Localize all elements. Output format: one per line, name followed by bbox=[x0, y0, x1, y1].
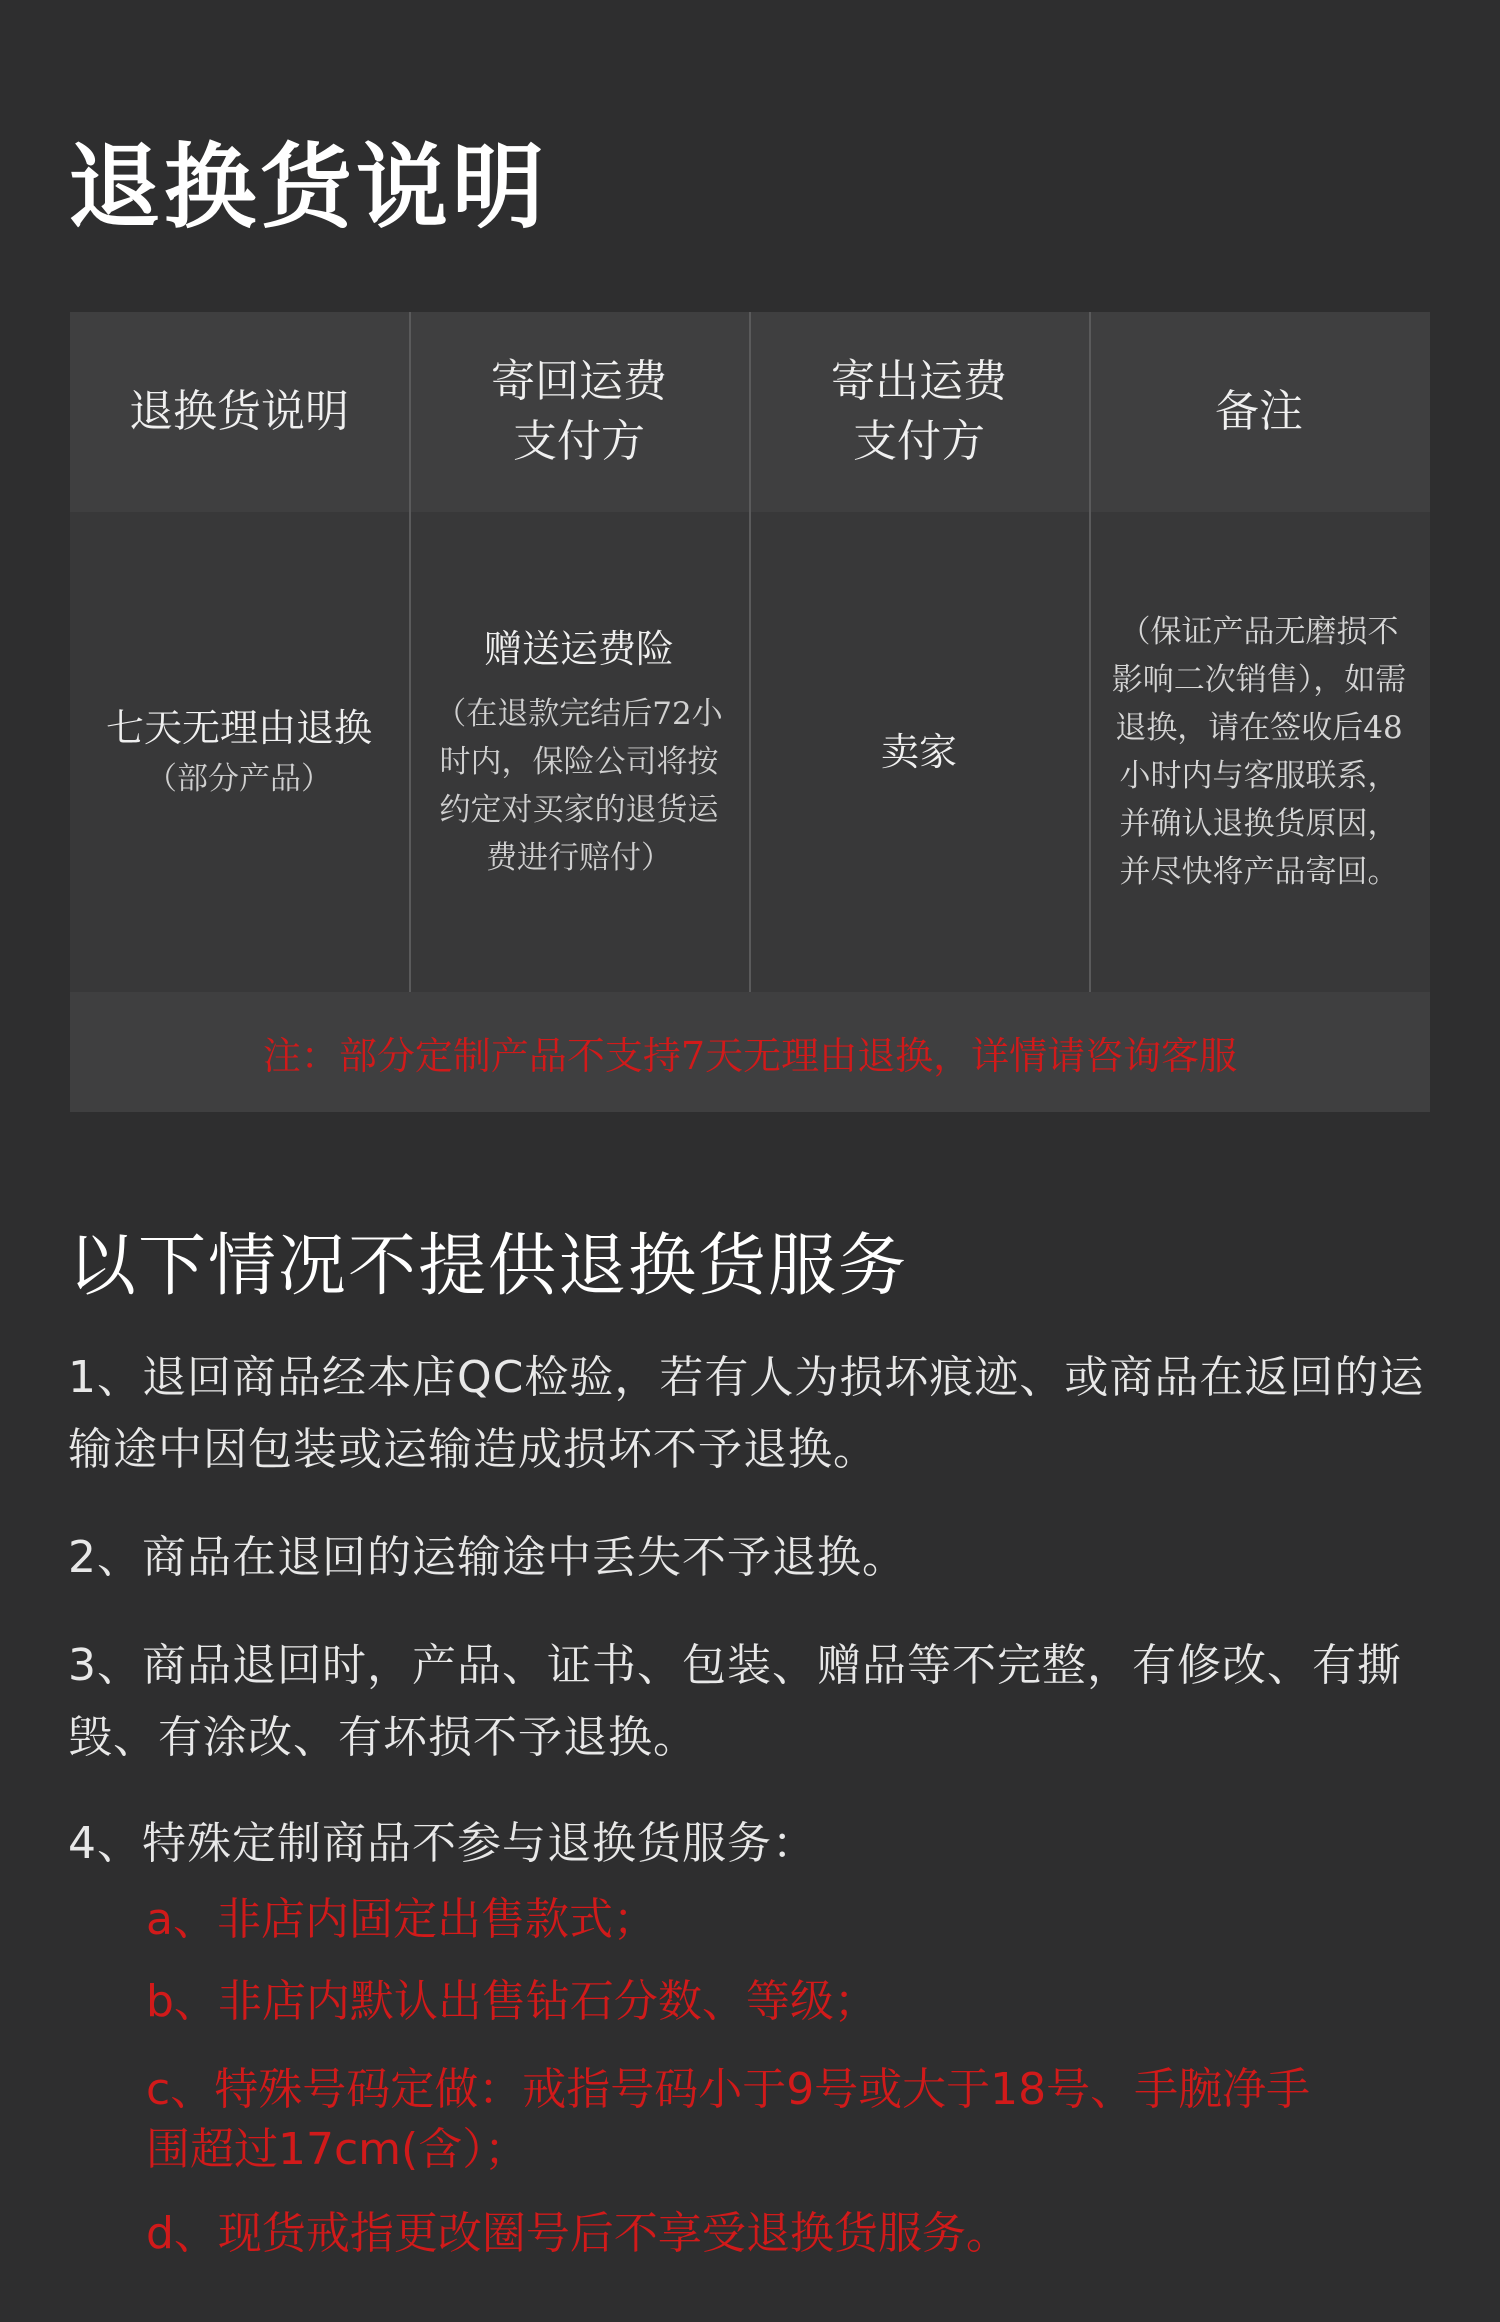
list-item: 1、退回商品经本店QC检验，若有人为损坏痕迹、或商品在返回的运输途中因包装或运输造成损坏不予退换。 bbox=[68, 1352, 1425, 1475]
section-title: 以下情况不提供退换货服务 bbox=[68, 1227, 909, 1306]
cell-seven-day-return bbox=[70, 512, 408, 992]
list-item: 2、商品在退回的运输途中丢失不予退换。 bbox=[68, 1532, 907, 1583]
header-return-policy bbox=[70, 312, 408, 512]
cell-seller bbox=[750, 512, 1088, 992]
remarks-text: （保证产品无磨损不影响二次销售），如需退换，请在签收后48小时内与客服联系，并确认退换货原因，并尽快将产品寄回。 bbox=[1111, 614, 1407, 890]
shipping-insurance-label: 赠送运费险 bbox=[483, 627, 674, 671]
cell-remarks bbox=[1090, 512, 1428, 992]
shipping-insurance-detail: （在退款完结后72小时内，保险公司将按约定对买家的退货运费进行赔付） bbox=[435, 696, 723, 876]
sub-list-item: d、现货戒指更改圈号后不享受退换货服务。 bbox=[146, 2208, 1010, 2259]
page-title: 退换货说明 bbox=[68, 134, 549, 241]
partial-products-label: （部分产品） bbox=[146, 761, 332, 797]
seven-day-return-label: 七天无理由退换 bbox=[105, 706, 372, 750]
list-item: 3、商品退回时，产品、证书、包装、赠品等不完整，有修改、有撕毁、有涂改、有坏损不予退换。 bbox=[68, 1640, 1402, 1763]
sub-list-item: a、非店内固定出售款式； bbox=[146, 1894, 657, 1945]
list-item: 4、特殊定制商品不参与退换货服务： bbox=[68, 1818, 817, 1869]
sub-list-item: c、特殊号码定做：戒指号码小于9号或大于18号、手腕净手围超过17cm(含）； bbox=[146, 2064, 1311, 2175]
header-outbound-shipping-payer: 寄出运费 支付方 bbox=[831, 356, 1007, 467]
seller-label: 卖家 bbox=[880, 730, 957, 774]
header-remarks: 备注 bbox=[1215, 386, 1303, 437]
sub-list-item: b、非店内默认出售钻石分数、等级； bbox=[146, 1976, 878, 2027]
header-label: 退换货说明 bbox=[129, 386, 349, 437]
policy-table bbox=[70, 312, 1430, 1112]
table-footer-note: 注：部分定制产品不支持7天无理由退换，详情请咨询客服 bbox=[70, 992, 1430, 1112]
cell-shipping-insurance bbox=[410, 512, 748, 992]
header-return-shipping-payer: 寄回运费 支付方 bbox=[491, 356, 667, 467]
